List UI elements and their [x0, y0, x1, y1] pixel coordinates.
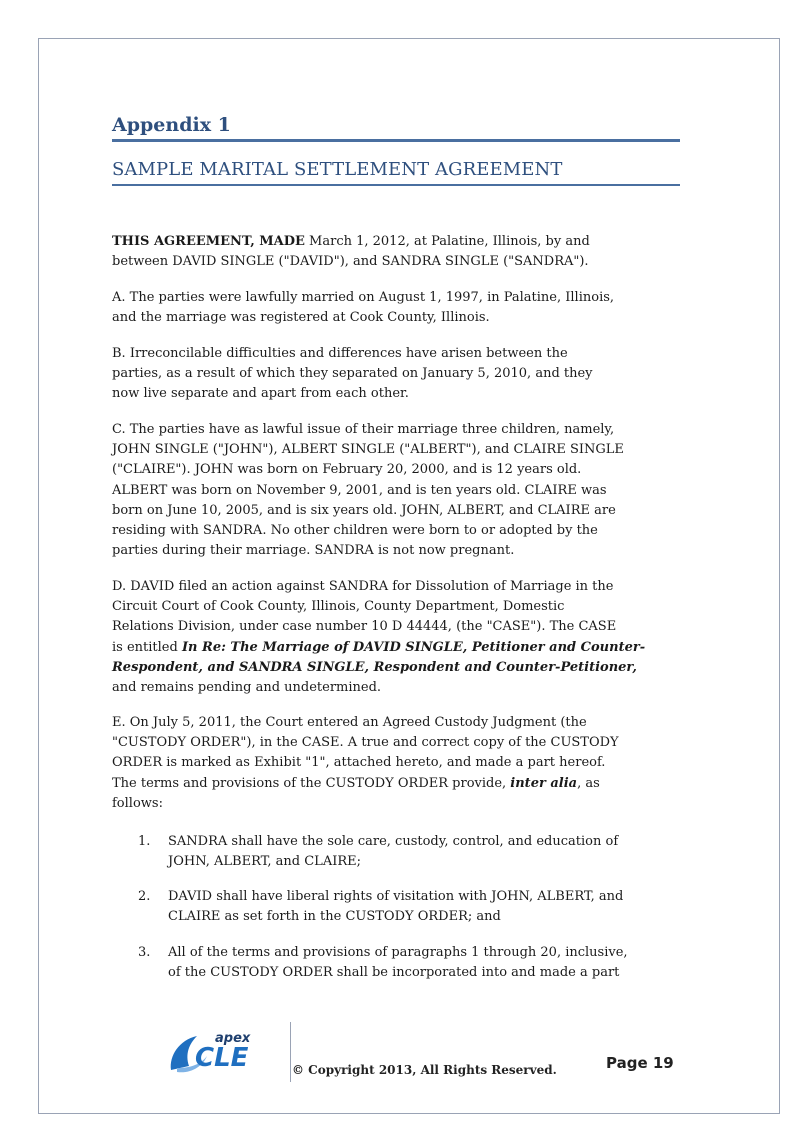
paragraph-e	[112, 713, 672, 814]
para-c-line: JOHN SINGLE ("JOHN"), ALBERT SINGLE ("ALBERT"), and CLAIRE SINGLE	[112, 442, 624, 458]
list-item-line: All of the terms and provisions of paragraphs 1 through 20, inclusive,	[168, 945, 628, 960]
para-c-line: born on June 10, 2005, and is six years old. JOHN, ALBERT, and CLAIRE are	[112, 502, 616, 518]
para-c-line: parties during their marriage. SANDRA is not now pregnant.	[112, 543, 515, 559]
case-title-continued: Respondent, and SANDRA SINGLE, Respondent and Counter-Petitioner,	[112, 659, 637, 675]
logo-swoosh	[171, 1036, 197, 1070]
intro-line-1	[112, 232, 672, 252]
paragraph-b	[112, 344, 672, 405]
para-d-line: Relations Division, under case number 10 D 44444, (the "CASE"). The CASE	[112, 619, 617, 635]
para-a-line: A. The parties were lawfully married on August 1, 1997, in Palatine, Illinois,	[112, 290, 615, 305]
para-a-line: and the marriage was registered at Cook County, Illinois.	[112, 310, 490, 326]
intro-line-1-rest: March 1, 2012, at Palatine, Illinois, by and	[304, 234, 590, 249]
apex-cle-logo-graphic	[167, 1026, 285, 1074]
para-c-line: ALBERT was born on November 9, 2001, and is ten years old. CLAIRE was	[112, 482, 607, 498]
copyright-notice: © Copyright 2013, All Rights Reserved.	[292, 1063, 557, 1077]
list-item	[168, 832, 678, 872]
para-d-line: D. DAVID filed an action against SANDRA for Dissolution of Marriage in the	[112, 579, 614, 594]
para-e-line-4-plain: The terms and provisions of the CUSTODY ORDER provide,	[112, 775, 511, 791]
appendix-title: Appendix 1	[112, 114, 231, 136]
para-e-line: "CUSTODY ORDER"), in the CASE. A true and correct copy of the CUSTODY	[112, 735, 619, 751]
list-item	[168, 887, 678, 927]
para-d-line-4	[112, 638, 672, 658]
list-item-line: JOHN, ALBERT, and CLAIRE;	[168, 854, 362, 870]
para-d-line: and remains pending and undetermined.	[112, 680, 382, 696]
list-item-number: 3.	[138, 945, 151, 960]
intro-line-2: between DAVID SINGLE ("DAVID"), and SANDRA SINGLE ("SANDRA").	[112, 254, 589, 270]
paragraph-a	[112, 288, 672, 328]
subtitle-rule	[112, 184, 680, 186]
para-c-line: C. The parties have as lawful issue of their marriage three children, namely,	[112, 422, 615, 437]
para-e-line: follows:	[112, 795, 163, 811]
list-item-line: CLAIRE as set forth in the CUSTODY ORDER; and	[168, 909, 501, 925]
para-b-line: now live separate and apart from each other.	[112, 386, 409, 402]
para-c-line: residing with SANDRA. No other children were born to or adopted by the	[112, 523, 598, 539]
para-e-line-4	[112, 774, 672, 794]
para-d-line: Circuit Court of Cook County, Illinois, County Department, Domestic	[112, 599, 565, 615]
para-c-line: ("CLAIRE"). JOHN was born on February 20, 2000, and is 12 years old.	[112, 462, 582, 478]
inter-alia: inter alia	[510, 775, 578, 791]
logo-cle-text: CLE	[195, 1043, 249, 1073]
list-item	[168, 943, 678, 983]
case-title: In Re: The Marriage of DAVID SINGLE, Petitioner and Counter-	[181, 639, 646, 655]
page-number: Page 19	[606, 1054, 674, 1072]
footer-divider	[290, 1022, 291, 1082]
paragraph-d	[112, 577, 672, 698]
list-item-line: of the CUSTODY ORDER shall be incorporated into and made a part	[168, 965, 620, 981]
agreement-title: SAMPLE MARITAL SETTLEMENT AGREEMENT	[112, 159, 563, 180]
para-b-line: parties, as a result of which they separated on January 5, 2010, and they	[112, 366, 593, 382]
intro-paragraph	[112, 232, 672, 272]
para-e-line: ORDER is marked as Exhibit "1", attached hereto, and made a part hereof.	[112, 755, 606, 771]
list-item-line: DAVID shall have liberal rights of visitation with JOHN, ALBERT, and	[168, 889, 624, 904]
para-e-line-4-end: , as	[577, 775, 600, 791]
logo-apex-text: apex	[215, 1031, 251, 1046]
title-rule	[112, 139, 680, 142]
paragraph-c	[112, 420, 672, 561]
list-item-line: SANDRA shall have the sole care, custody, control, and education of	[168, 834, 619, 849]
para-e-line: E. On July 5, 2011, the Court entered an Agreed Custody Judgment (the	[112, 715, 587, 730]
list-item-number: 2.	[138, 889, 151, 904]
para-b-line: B. Irreconcilable difficulties and differences have arisen between the	[112, 346, 568, 361]
list-item-number: 1.	[138, 834, 151, 849]
para-d-line-4-plain: is entitled	[112, 639, 182, 655]
intro-lead: THIS AGREEMENT, MADE	[112, 234, 305, 249]
apex-cle-logo	[167, 1026, 285, 1074]
